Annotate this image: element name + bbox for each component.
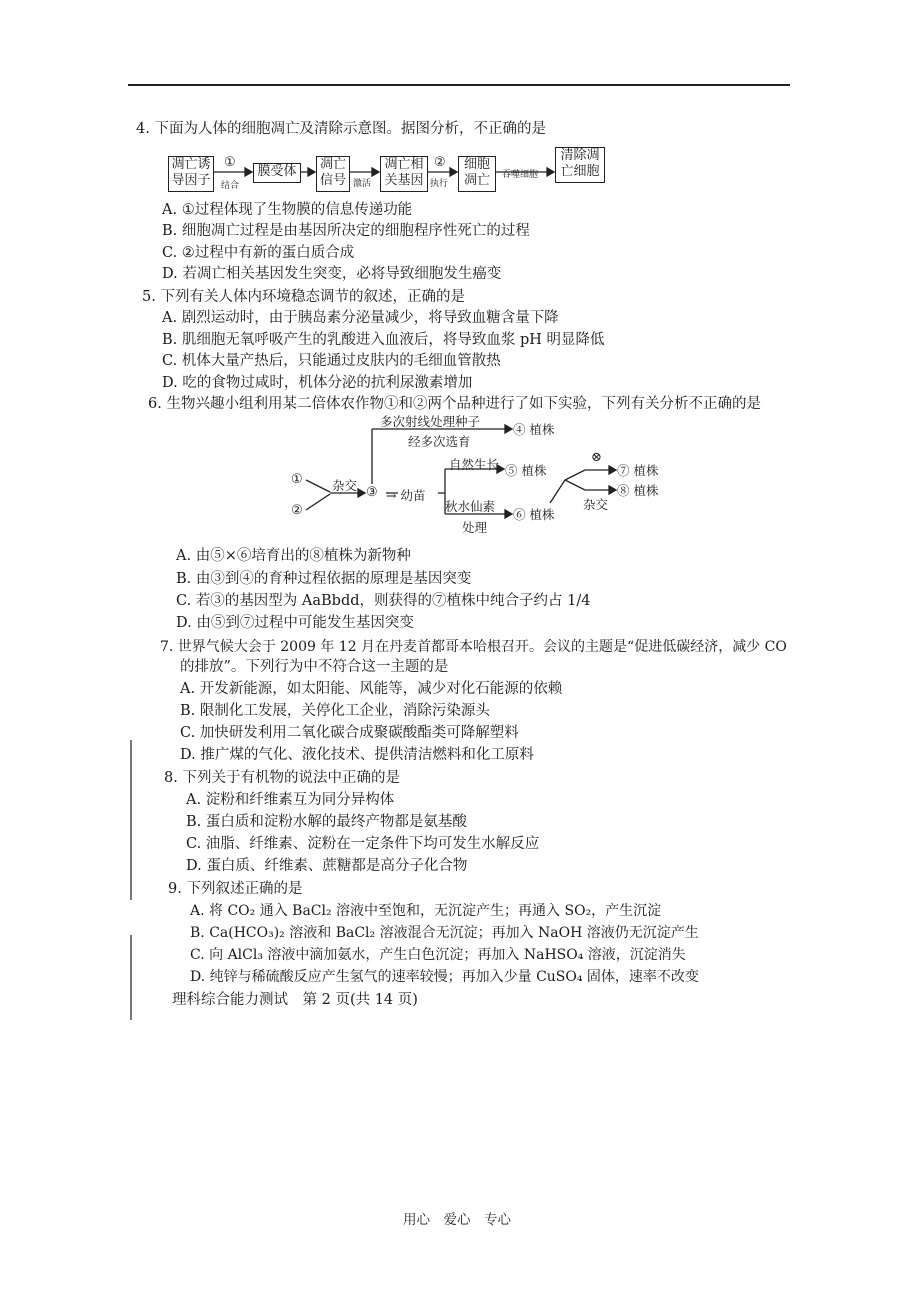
q9-option-a: A. 将 CO₂ 通入 BaCl₂ 溶液中至饱和，无沉淀产生；再通入 SO₂，产生沉淀 [190,903,662,919]
plant-7: ⑦ 植株 [617,463,659,478]
exam-footer: 理科综合能力测试 第 2 页(共 14 页) [172,992,418,1008]
q4-option-c: C. ②过程中有新的蛋白质合成 [162,245,355,261]
plant-8: ⑧ 植株 [617,483,659,498]
q8-option-d: D. 蛋白质、纤维素、蔗糖都是高分子化合物 [186,858,468,874]
q4-option-a: A. ①过程体现了生物膜的信息传递功能 [162,202,413,218]
box-signal: 凋亡信号 [316,156,350,192]
node-3: ③ [366,485,378,500]
circled-2: ② [434,155,446,170]
label-colchicine: 秋水仙素 [445,499,496,514]
plant-6: ⑥ 植株 [513,507,555,522]
q5-option-d: D. 吃的食物过咸时，机体分泌的抗利尿激素增加 [162,375,473,391]
q5-option-b: B. 肌细胞无氧呼吸产生的乳酸进入血液后，将导致血浆 pH 明显降低 [162,332,605,348]
label-selection: 经多次选育 [408,434,471,449]
label-treatment: 处理 [462,520,488,535]
q4-stem: 4. 下面为人体的细胞凋亡及清除示意图。据图分析，不正确的是 [136,121,546,137]
label-natural: 自然生长 [449,457,500,472]
q7-stem-line1: 7. 世界气候大会于 2009 年 12 月在丹麦首都哥本哈根召开。会议的主题是“促进低碳经济，减少 CO [160,639,787,655]
q9-option-d: D. 纯锌与稀硫酸反应产生氢气的速率较慢；再加入少量 CuSO₄ 固体，速率不改变 [190,969,699,985]
q6-option-d: D. 由⑤到⑦过程中可能发生基因突变 [176,615,414,631]
circled-1: ① [224,155,236,170]
label-execute: 执行 [430,179,449,189]
q7-option-b: B. 限制化工发展，关停化工企业，消除污染源头 [180,703,490,719]
q4-option-d: D. 若凋亡相关基因发生突变，必将导致细胞发生癌变 [162,266,502,282]
q5-stem: 5. 下列有关人体内环境稳态调节的叙述，正确的是 [142,289,465,305]
q8-stem: 8. 下列关于有机物的说法中正确的是 [164,770,400,786]
box-inducer: 凋亡诱导因子 [168,156,214,192]
q6-stem: 6. 生物兴趣小组利用某二倍体农作物①和②两个品种进行了如下实验，下列有关分析不正确的是 [148,396,761,412]
q5-option-c: C. 机体大量产热后，只能通过皮肤内的毛细血管散热 [162,353,501,369]
q4-option-b: B. 细胞凋亡过程是由基因所决定的细胞程序性死亡的过程 [162,223,530,239]
label-activate: 激活 [353,179,372,189]
label-cross-2: 杂交 [583,497,609,512]
q8-option-a: A. 淀粉和纤维素互为同分异构体 [186,792,395,808]
q7-option-a: A. 开发新能源，如太阳能、风能等，减少对化石能源的依赖 [180,681,563,697]
q9-option-c: C. 向 AlCl₃ 溶液中滴加氨水，产生白色沉淀；再加入 NaHSO₄ 溶液，沉淀消失 [190,947,686,963]
page-bottom-text: 用心 爱心 专心 [403,1212,511,1228]
q9-option-b: B. Ca(HCO₃)₂ 溶液和 BaCl₂ 溶液混合无沉淀；再加入 NaOH 溶液仍无沉淀产生 [190,925,699,941]
variety-1: ① [291,472,303,487]
plant-4: ④ 植株 [513,422,555,437]
q5-option-a: A. 剧烈运动时，由于胰岛素分泌量减少，将导致血糖含量下降 [162,310,559,326]
box-clearance: 清除凋亡细胞 [555,147,605,183]
box-apoptosis: 细胞凋亡 [458,156,496,192]
q8-option-b: B. 蛋白质和淀粉水解的最终产物都是氨基酸 [186,814,467,830]
box-gene: 凋亡相关基因 [380,156,428,192]
plant-5: ⑤ 植株 [505,463,547,478]
label-radiation: 多次射线处理种子 [380,414,481,429]
q6-option-c: C. 若③的基因型为 AaBbdd，则获得的⑦植株中纯合子约占 1/4 [176,593,591,609]
q7-stem-line2: 的排放”。下列行为中不符合这一主题的是 [180,659,449,675]
q6-option-b: B. 由③到④的育种过程依据的原理是基因突变 [176,571,472,587]
selfing-symbol: ⊗ [591,450,602,465]
q9-stem: 9. 下列叙述正确的是 [168,881,303,897]
q7-option-c: C. 加快研发利用二氧化碳合成聚碳酸酯类可降解塑料 [180,725,519,741]
q7-option-d: D. 推广煤的气化、液化技术、提供清洁燃料和化工原料 [180,747,534,763]
label-phagocyte: 吞噬细胞 [502,170,539,180]
variety-2: ② [291,503,303,518]
label-bind: 结合 [221,181,240,191]
box-receptor: 膜受体 [253,163,301,183]
q8-option-c: C. 油脂、纤维素、淀粉在一定条件下均可发生水解反应 [186,836,540,852]
q6-option-a: A. 由⑤×⑥培育出的⑧植株为新物种 [176,548,411,564]
label-cross-1: 杂交 [332,478,358,493]
label-seedling: → 幼苗 [386,488,426,503]
